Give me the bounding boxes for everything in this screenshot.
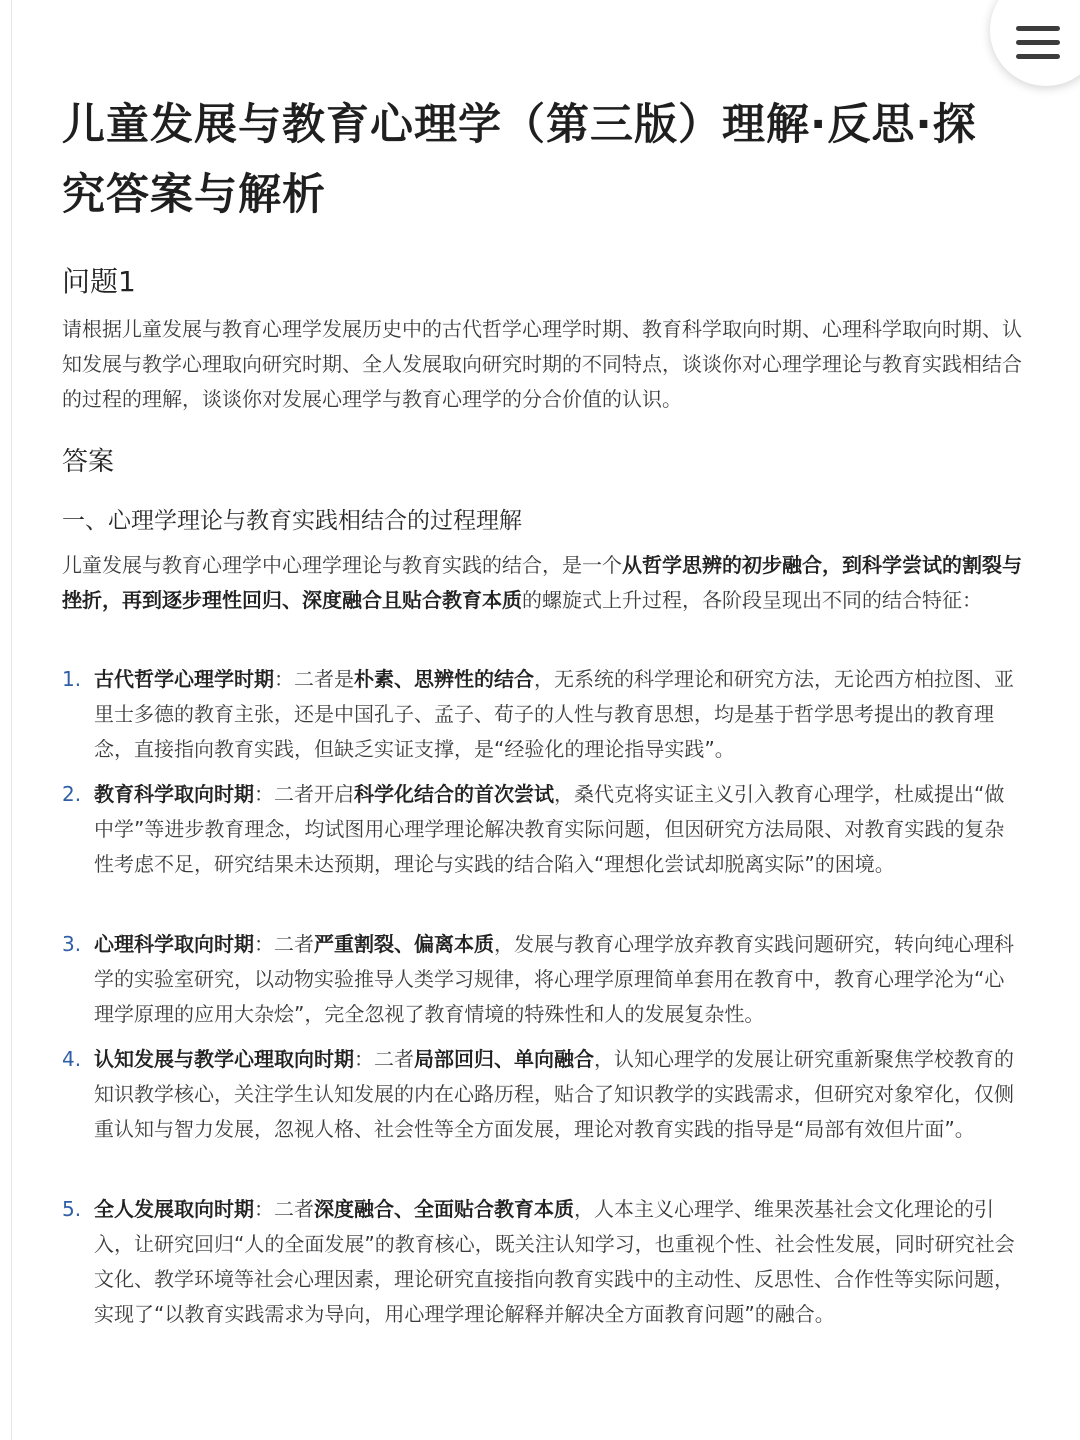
item-bold-text: 严重割裂、偏离本质	[314, 932, 494, 956]
item-bold-text: 深度融合、全面贴合教育本质	[314, 1197, 574, 1221]
list-number: 4.	[62, 1047, 82, 1071]
section-heading: 一、心理学理论与教育实践相结合的过程理解	[62, 508, 522, 534]
list-item	[62, 1192, 1022, 1342]
list-number: 3.	[62, 932, 82, 956]
item-text: ，认知心理学的发展让研究重新聚焦学校教育的知识教学核心，关注学生认知发展的内在心路历程，贴合了知识教学的实践需求，但研究对象窄化，仅侧重认知与智力发展，忽视人格、社会性等全方面发展，理论对教育实践的指导是“局部有效但片面”。	[94, 1047, 1014, 1141]
page-title: 儿童发展与教育心理学（第三版）理解·反思·探究答案与解析	[62, 100, 977, 220]
item-label: 古代哲学心理学时期	[94, 667, 274, 691]
list-number: 1.	[62, 667, 82, 691]
item-text: ，人本主义心理学、维果茨基社会文化理论的引入，让研究回归“人的全面发展”的教育核心，既关注认知学习，也重视个性、社会性发展，同时研究社会文化、教学环境等社会心理因素，理论研究直接指向教育实践中的主动性、反思性、合作性等实际问题，实现了“以教育实践需求为导向，用心理学理论解释并解决全方面教育问题”的融合。	[94, 1197, 1015, 1326]
item-bold-text: 科学化结合的首次尝试	[354, 782, 554, 806]
item-separator: ：二者	[254, 932, 314, 956]
list-number: 5.	[62, 1197, 82, 1221]
intro-paragraph	[62, 548, 1022, 618]
period-list	[62, 662, 1022, 1342]
list-item	[62, 662, 1022, 777]
intro-text: 儿童发展与教育心理学中心理学理论与教育实践的结合，是一个	[62, 553, 622, 577]
intro-bold-text: 从哲学思辨的初步融合，到科学尝试的割裂与挫折，再到逐步理性回归、深度融合且贴合教育本质	[62, 553, 1022, 612]
item-label: 认知发展与教学心理取向时期	[94, 1047, 354, 1071]
item-separator: ：二者是	[274, 667, 354, 691]
item-text: ，桑代克将实证主义引入教育心理学，杜威提出“做中学”等进步教育理念，均试图用心理学理论解决教育实际问题，但因研究方法局限、对教育实践的复杂性考虑不足，研究结果未达预期，理论与实践的结合陷入“理想化尝试却脱离实际”的困境。	[94, 782, 1005, 876]
intro-text-end: 的螺旋式上升过程，各阶段呈现出不同的结合特征：	[522, 588, 982, 612]
question-heading: 问题1	[62, 265, 136, 298]
item-separator: ：二者开启	[254, 782, 354, 806]
item-text: ，无系统的科学理论和研究方法，无论西方柏拉图、亚里士多德的教育主张，还是中国孔子、孟子、荀子的人性与教育思想，均是基于哲学思考提出的教育理念，直接指向教育实践，但缺乏实证支撑，是“经验化的理论指导实践”。	[94, 667, 1014, 761]
hamburger-icon	[1016, 40, 1060, 45]
question-text: 请根据儿童发展与教育心理学发展历史中的古代哲学心理学时期、教育科学取向时期、心理科学取向时期、认知发展与教学心理取向研究时期、全人发展取向研究时期的不同特点，谈谈你对心理学理论与教育实践相结合的过程的理解，谈谈你对发展心理学与教育心理学的分合价值的认识。	[62, 317, 1022, 411]
list-number: 2.	[62, 782, 82, 806]
hamburger-icon	[1016, 54, 1060, 59]
item-bold-text: 朴素、思辨性的结合	[354, 667, 534, 691]
list-item	[62, 927, 1022, 1042]
menu-button[interactable]	[990, 0, 1080, 86]
item-label: 教育科学取向时期	[94, 782, 254, 806]
item-separator: ：二者	[254, 1197, 314, 1221]
list-item	[62, 1042, 1022, 1192]
page-left-border	[11, 0, 12, 1440]
answer-heading: 答案	[62, 447, 115, 477]
item-bold-text: 局部回归、单向融合	[414, 1047, 594, 1071]
item-label: 心理科学取向时期	[94, 932, 254, 956]
list-item	[62, 777, 1022, 927]
item-separator: ：二者	[354, 1047, 414, 1071]
hamburger-icon	[1016, 26, 1060, 31]
item-label: 全人发展取向时期	[94, 1197, 254, 1221]
item-text: ，发展与教育心理学放弃教育实践问题研究，转向纯心理科学的实验室研究，以动物实验推导人类学习规律，将心理学原理简单套用在教育中，教育心理学沦为“心理学原理的应用大杂烩”，完全忽视了教育情境的特殊性和人的发展复杂性。	[94, 932, 1014, 1026]
